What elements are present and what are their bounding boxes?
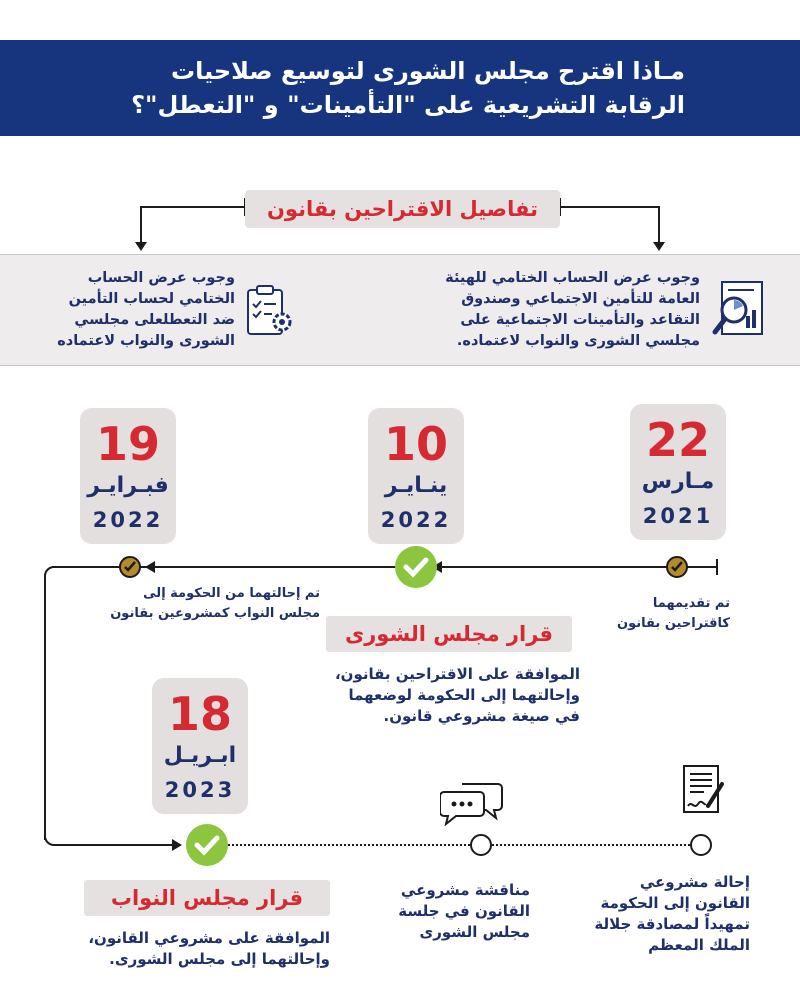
date-card-apr-2023: 18 ابـريـل 2023: [152, 678, 248, 814]
bracket-left-horizontal: [140, 206, 245, 208]
check-green-icon-2: [186, 824, 228, 866]
page-title: مـاذا اقترح مجلس الشورى لتوسيع صلاحيات الرقابة التشريعية على "التأمينات" و "التعطل"؟: [131, 57, 685, 119]
step-referral-king-text: إحالة مشروعي القانون إلى الحكومة تمهيداً لمصادقة جلالة الملك المعظم: [594, 873, 750, 954]
timeline-row2-solid-line: [54, 844, 174, 846]
timeline-row1-end-tick: [716, 559, 718, 575]
clipboard-gear-icon: [240, 282, 296, 338]
date-card-mar-2021: 22 مـارس 2021: [630, 404, 726, 540]
proposal-left-text: وجوب عرض الحساب الختامي لحساب التأمين ضد التعطلعلى مجلسي الشورى والنواب لاعتماده: [57, 270, 235, 349]
step-circle-discussion: [470, 834, 492, 856]
timeline-connector-vertical: [44, 574, 46, 840]
timeline-connector-corner-top: [44, 566, 56, 578]
shura-decision-text: الموافقة على الاقتراحين بقانون، وإحالتهما إلى الحكومة لوضعهما في صيغة مشروعي قانون.: [334, 665, 580, 725]
bracket-right-vertical: [658, 206, 660, 244]
timeline-arrow-right-icon: [172, 839, 182, 851]
date-card-feb-2022: 19 فبـرايـر 2022: [80, 408, 176, 544]
check-gold-icon: [666, 556, 688, 578]
chat-bubbles-icon: [440, 780, 504, 826]
bracket-right-arrow-icon: [653, 242, 665, 251]
proposals-details-title: تفاصيل الاقتراحين بقانون: [245, 190, 560, 228]
nuwab-decision-text: الموافقة على مشروعي القانون، وإحالتهما إلى مجلس الشورى.: [88, 929, 330, 968]
nuwab-decision-title: قرار مجلس النواب: [84, 880, 330, 916]
bracket-left-arrow-icon: [135, 242, 147, 251]
bracket-right-horizontal: [560, 206, 660, 208]
report-chart-magnifier-icon: [710, 278, 772, 342]
step-submitted-text: تم تقديمهما كاقتراحين بقانون: [617, 596, 730, 631]
header-banner: [0, 40, 800, 136]
bracket-left-vertical: [140, 206, 142, 244]
step-referred-text: تم إحالتهما من الحكومة إلى مجلس النواب كمشروعين بقانون: [110, 586, 320, 621]
date-card-jan-2022: 10 ينـايـر 2022: [368, 408, 464, 544]
proposal-right-text: وجوب عرض الحساب الختامي للهيئة العامة للتأمين الاجتماعي وصندوق التقاعد والتأمينات الاجتماعية على مجلسي الشورى والنواب لاعتماده.: [445, 270, 700, 349]
timeline-arrow-left-icon-2: [145, 561, 155, 573]
document-signature-icon: [678, 764, 728, 820]
timeline-row2-dotted-line: [228, 844, 710, 846]
shura-decision-title: قرار مجلس الشورى: [326, 616, 572, 652]
step-circle-referral: [690, 834, 712, 856]
step-discussion-text: مناقشة مشروعي القانون في جلسة مجلس الشورى: [398, 881, 530, 941]
check-green-icon: [395, 546, 437, 588]
check-gold-icon-2: [119, 556, 141, 578]
